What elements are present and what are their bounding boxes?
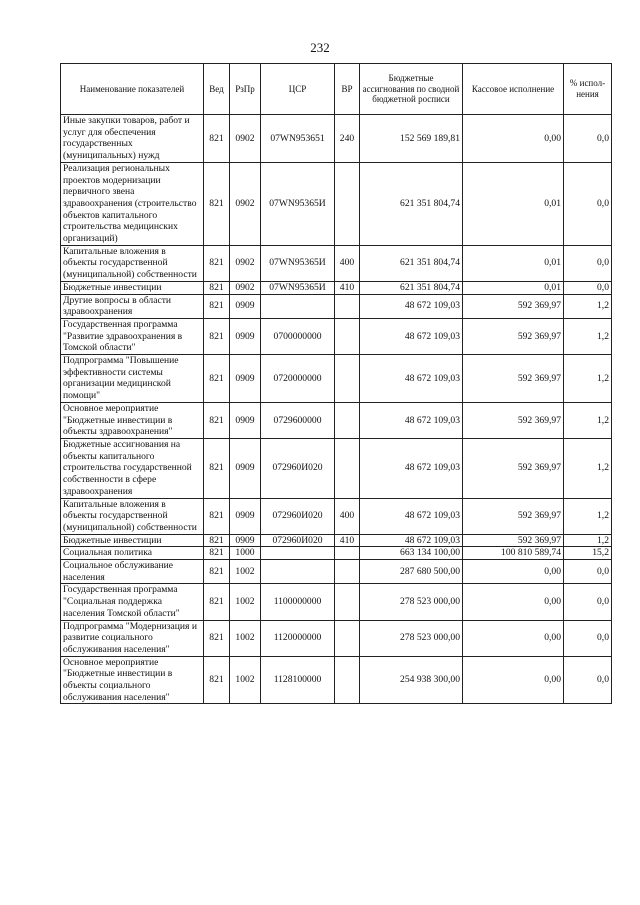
row-assignments-cell: 48 672 109,03 <box>360 534 463 547</box>
row-vr-cell: 410 <box>335 281 360 294</box>
row-ved-cell: 821 <box>204 560 230 584</box>
row-rzpr-cell: 0909 <box>230 534 261 547</box>
row-ved-cell: 821 <box>204 294 230 318</box>
row-rzpr-cell: 0909 <box>230 318 261 354</box>
table-row <box>61 355 612 403</box>
row-name-cell: Социальная политика <box>61 547 204 560</box>
row-cash-cell: 100 810 589,74 <box>463 547 564 560</box>
row-name-cell: Государственная программа "Развитие здравоохранения в Томской области" <box>61 318 204 354</box>
table-row <box>61 438 612 498</box>
table-row <box>61 584 612 620</box>
row-name-cell: Капитальные вложения в объекты государственной (муниципальной) собственности <box>61 498 204 534</box>
row-assignments-cell: 48 672 109,03 <box>360 355 463 403</box>
row-cash-cell: 0,01 <box>463 281 564 294</box>
row-assignments-cell: 621 351 804,74 <box>360 281 463 294</box>
row-ved-cell: 821 <box>204 355 230 403</box>
row-csr-cell: 072960И020 <box>261 498 335 534</box>
row-rzpr-cell: 0909 <box>230 402 261 438</box>
row-cash-cell: 0,00 <box>463 584 564 620</box>
row-vr-cell <box>335 547 360 560</box>
row-cash-cell: 0,00 <box>463 560 564 584</box>
row-csr-cell: 07WN95365И <box>261 245 335 281</box>
header-assignments: Бюджетные ассигнования по сводной бюджетной росписи <box>360 64 463 115</box>
row-csr-cell: 07WN95365И <box>261 162 335 245</box>
row-ved-cell: 821 <box>204 245 230 281</box>
row-rzpr-cell: 0909 <box>230 498 261 534</box>
row-percent-cell: 0,0 <box>564 115 612 163</box>
table-row <box>61 294 612 318</box>
row-assignments-cell: 621 351 804,74 <box>360 162 463 245</box>
row-assignments-cell: 254 938 300,00 <box>360 656 463 704</box>
row-vr-cell <box>335 584 360 620</box>
row-ved-cell: 821 <box>204 534 230 547</box>
row-csr-cell <box>261 560 335 584</box>
header-cash: Кассовое исполнение <box>463 64 564 115</box>
row-rzpr-cell: 1000 <box>230 547 261 560</box>
row-name-cell: Основное мероприятие "Бюджетные инвестиции в объекты здравоохранения" <box>61 402 204 438</box>
row-csr-cell: 0729600000 <box>261 402 335 438</box>
row-vr-cell <box>335 402 360 438</box>
header-csr: ЦСР <box>261 64 335 115</box>
header-row <box>61 64 612 115</box>
row-csr-cell <box>261 547 335 560</box>
row-rzpr-cell: 1002 <box>230 656 261 704</box>
row-percent-cell: 0,0 <box>564 245 612 281</box>
row-rzpr-cell: 0902 <box>230 115 261 163</box>
row-percent-cell: 0,0 <box>564 584 612 620</box>
row-csr-cell: 0720000000 <box>261 355 335 403</box>
row-csr-cell: 07WN95365И <box>261 281 335 294</box>
row-vr-cell: 400 <box>335 245 360 281</box>
row-assignments-cell: 278 523 000,00 <box>360 584 463 620</box>
row-vr-cell <box>335 438 360 498</box>
row-ved-cell: 821 <box>204 162 230 245</box>
row-name-cell: Подпрограмма "Модернизация и развитие социального обслуживания населения" <box>61 620 204 656</box>
header-vr: ВР <box>335 64 360 115</box>
row-name-cell: Подпрограмма "Повышение эффективности системы организации медицинской помощи" <box>61 355 204 403</box>
row-vr-cell: 240 <box>335 115 360 163</box>
row-percent-cell: 0,0 <box>564 560 612 584</box>
row-rzpr-cell: 0902 <box>230 245 261 281</box>
row-csr-cell: 0700000000 <box>261 318 335 354</box>
row-rzpr-cell: 0909 <box>230 438 261 498</box>
table-body <box>61 115 612 704</box>
row-ved-cell: 821 <box>204 620 230 656</box>
row-ved-cell: 821 <box>204 547 230 560</box>
row-ved-cell: 821 <box>204 438 230 498</box>
row-name-cell: Основное мероприятие "Бюджетные инвестиции в объекты социального обслуживания населения" <box>61 656 204 704</box>
row-percent-cell: 1,2 <box>564 355 612 403</box>
row-rzpr-cell: 1002 <box>230 620 261 656</box>
row-rzpr-cell: 0902 <box>230 162 261 245</box>
row-vr-cell: 410 <box>335 534 360 547</box>
row-rzpr-cell: 0909 <box>230 294 261 318</box>
row-name-cell: Иные закупки товаров, работ и услуг для обеспечения государственных (муниципальных) нужд <box>61 115 204 163</box>
row-percent-cell: 1,2 <box>564 402 612 438</box>
row-vr-cell <box>335 294 360 318</box>
row-rzpr-cell: 0909 <box>230 355 261 403</box>
row-vr-cell: 400 <box>335 498 360 534</box>
row-assignments-cell: 621 351 804,74 <box>360 245 463 281</box>
row-ved-cell: 821 <box>204 318 230 354</box>
row-cash-cell: 592 369,97 <box>463 498 564 534</box>
header-percent: % испол-нения <box>564 64 612 115</box>
page-number: 232 <box>310 40 330 55</box>
table-row <box>61 620 612 656</box>
row-name-cell: Капитальные вложения в объекты государственной (муниципальной) собственности <box>61 245 204 281</box>
row-cash-cell: 592 369,97 <box>463 294 564 318</box>
table-row <box>61 281 612 294</box>
table-row <box>61 547 612 560</box>
row-percent-cell: 1,2 <box>564 498 612 534</box>
row-csr-cell: 07WN953651 <box>261 115 335 163</box>
row-csr-cell: 1120000000 <box>261 620 335 656</box>
table-row <box>61 115 612 163</box>
row-cash-cell: 592 369,97 <box>463 355 564 403</box>
row-vr-cell <box>335 162 360 245</box>
table-row <box>61 534 612 547</box>
row-cash-cell: 0,00 <box>463 656 564 704</box>
row-ved-cell: 821 <box>204 584 230 620</box>
row-rzpr-cell: 0902 <box>230 281 261 294</box>
row-percent-cell: 0,0 <box>564 281 612 294</box>
row-ved-cell: 821 <box>204 115 230 163</box>
row-cash-cell: 0,01 <box>463 245 564 281</box>
row-vr-cell <box>335 318 360 354</box>
row-name-cell: Бюджетные инвестиции <box>61 534 204 547</box>
row-assignments-cell: 48 672 109,03 <box>360 438 463 498</box>
row-percent-cell: 1,2 <box>564 438 612 498</box>
header-name: Наименование показателей <box>61 64 204 115</box>
row-percent-cell: 0,0 <box>564 656 612 704</box>
budget-table <box>60 63 612 704</box>
table-row <box>61 498 612 534</box>
row-csr-cell <box>261 294 335 318</box>
row-rzpr-cell: 1002 <box>230 560 261 584</box>
row-assignments-cell: 48 672 109,03 <box>360 318 463 354</box>
row-assignments-cell: 48 672 109,03 <box>360 402 463 438</box>
row-vr-cell <box>335 560 360 584</box>
row-assignments-cell: 48 672 109,03 <box>360 498 463 534</box>
table-row <box>61 560 612 584</box>
row-cash-cell: 592 369,97 <box>463 438 564 498</box>
row-assignments-cell: 278 523 000,00 <box>360 620 463 656</box>
row-ved-cell: 821 <box>204 498 230 534</box>
row-name-cell: Государственная программа "Социальная поддержка населения Томской области" <box>61 584 204 620</box>
row-name-cell: Реализация региональных проектов модернизации первичного звена здравоохранения (строительство объектов капитального строительства медицинских организаций) <box>61 162 204 245</box>
row-percent-cell: 1,2 <box>564 294 612 318</box>
header-ved: Вед <box>204 64 230 115</box>
row-percent-cell: 1,2 <box>564 534 612 547</box>
row-cash-cell: 592 369,97 <box>463 318 564 354</box>
row-ved-cell: 821 <box>204 281 230 294</box>
row-vr-cell <box>335 355 360 403</box>
row-vr-cell <box>335 620 360 656</box>
row-csr-cell: 072960И020 <box>261 534 335 547</box>
row-csr-cell: 072960И020 <box>261 438 335 498</box>
table-row <box>61 656 612 704</box>
row-name-cell: Другие вопросы в области здравоохранения <box>61 294 204 318</box>
row-ved-cell: 821 <box>204 656 230 704</box>
row-cash-cell: 0,00 <box>463 620 564 656</box>
row-assignments-cell: 152 569 189,81 <box>360 115 463 163</box>
row-percent-cell: 0,0 <box>564 162 612 245</box>
row-percent-cell: 15,2 <box>564 547 612 560</box>
row-cash-cell: 0,00 <box>463 115 564 163</box>
row-vr-cell <box>335 656 360 704</box>
row-assignments-cell: 287 680 500,00 <box>360 560 463 584</box>
row-cash-cell: 592 369,97 <box>463 534 564 547</box>
row-csr-cell: 1128100000 <box>261 656 335 704</box>
row-cash-cell: 0,01 <box>463 162 564 245</box>
header-rzpr: РзПр <box>230 64 261 115</box>
table-row <box>61 318 612 354</box>
table-row <box>61 162 612 245</box>
table-row <box>61 402 612 438</box>
table-row <box>61 245 612 281</box>
row-csr-cell: 1100000000 <box>261 584 335 620</box>
row-name-cell: Бюджетные инвестиции <box>61 281 204 294</box>
row-percent-cell: 1,2 <box>564 318 612 354</box>
row-cash-cell: 592 369,97 <box>463 402 564 438</box>
row-assignments-cell: 48 672 109,03 <box>360 294 463 318</box>
row-assignments-cell: 663 134 100,00 <box>360 547 463 560</box>
row-rzpr-cell: 1002 <box>230 584 261 620</box>
row-percent-cell: 0,0 <box>564 620 612 656</box>
row-name-cell: Бюджетные ассигнования на объекты капитального строительства государственной собственности в сфере здравоохранения <box>61 438 204 498</box>
row-name-cell: Социальное обслуживание населения <box>61 560 204 584</box>
row-ved-cell: 821 <box>204 402 230 438</box>
